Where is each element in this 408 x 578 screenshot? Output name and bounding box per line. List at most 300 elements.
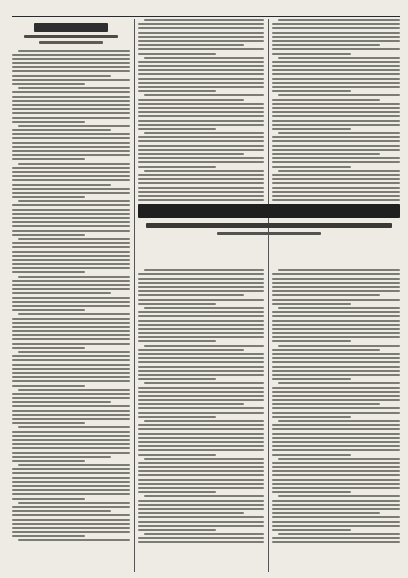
text-line bbox=[278, 132, 400, 134]
text-line bbox=[138, 508, 264, 510]
text-line bbox=[272, 504, 400, 506]
text-line bbox=[272, 529, 351, 531]
text-line bbox=[272, 349, 380, 351]
text-line bbox=[138, 403, 244, 405]
text-line bbox=[12, 443, 130, 445]
text-line bbox=[12, 112, 130, 114]
text-line bbox=[18, 200, 130, 202]
text-line bbox=[138, 504, 264, 506]
text-line bbox=[12, 79, 130, 81]
text-line bbox=[12, 489, 130, 491]
text-line bbox=[12, 460, 85, 462]
text-line bbox=[272, 107, 400, 109]
text-line bbox=[138, 290, 264, 292]
text-line bbox=[272, 454, 351, 456]
text-line bbox=[272, 537, 400, 539]
text-line bbox=[12, 271, 85, 273]
text-line bbox=[272, 48, 400, 50]
text-line bbox=[138, 61, 264, 63]
text-line bbox=[272, 73, 400, 75]
text-line bbox=[272, 178, 400, 180]
text-line bbox=[12, 364, 130, 366]
text-line bbox=[18, 351, 130, 353]
text-line bbox=[12, 117, 130, 119]
text-line bbox=[144, 94, 264, 96]
text-line bbox=[12, 435, 130, 437]
text-line bbox=[272, 328, 400, 330]
text-line bbox=[138, 103, 264, 105]
text-line bbox=[12, 234, 85, 236]
text-line bbox=[272, 120, 400, 122]
text-line bbox=[138, 23, 264, 25]
text-line bbox=[144, 132, 264, 134]
headline-byline bbox=[217, 232, 322, 235]
text-line bbox=[12, 217, 130, 219]
text-line bbox=[272, 182, 400, 184]
text-line bbox=[18, 50, 130, 52]
text-line bbox=[272, 278, 400, 280]
text-line bbox=[12, 192, 130, 194]
text-line bbox=[138, 128, 216, 130]
text-line bbox=[278, 458, 400, 460]
text-line bbox=[272, 441, 400, 443]
text-line bbox=[272, 61, 400, 63]
text-line bbox=[272, 541, 400, 543]
text-line bbox=[272, 128, 351, 130]
text-line bbox=[272, 40, 400, 42]
text-line bbox=[272, 195, 400, 197]
text-line bbox=[272, 140, 400, 142]
text-line bbox=[138, 424, 264, 426]
article-title bbox=[34, 23, 107, 32]
text-line bbox=[138, 140, 264, 142]
text-line bbox=[12, 330, 130, 332]
text-line bbox=[272, 149, 400, 151]
text-line bbox=[138, 366, 264, 368]
article-body bbox=[138, 19, 264, 201]
article-body bbox=[272, 269, 400, 543]
text-line bbox=[272, 23, 400, 25]
text-line bbox=[138, 199, 264, 201]
text-line bbox=[272, 340, 351, 342]
text-line bbox=[272, 374, 400, 376]
text-line bbox=[138, 48, 264, 50]
text-line bbox=[12, 188, 130, 190]
text-line bbox=[138, 361, 264, 363]
text-line bbox=[12, 129, 111, 131]
text-line bbox=[272, 174, 400, 176]
text-line bbox=[12, 418, 130, 420]
text-line bbox=[272, 491, 351, 493]
text-line bbox=[272, 27, 400, 29]
article-byline bbox=[39, 41, 104, 44]
text-line bbox=[138, 445, 264, 447]
text-line bbox=[272, 462, 400, 464]
text-line bbox=[272, 311, 400, 313]
text-line bbox=[272, 387, 400, 389]
text-line bbox=[272, 366, 400, 368]
text-line bbox=[12, 297, 130, 299]
text-line bbox=[278, 533, 400, 535]
text-line bbox=[272, 294, 380, 296]
text-line bbox=[272, 433, 400, 435]
text-line bbox=[272, 282, 400, 284]
text-line bbox=[272, 99, 380, 101]
text-line bbox=[138, 437, 264, 439]
header-rule bbox=[12, 16, 400, 17]
text-line bbox=[12, 142, 130, 144]
text-line bbox=[272, 424, 400, 426]
text-line bbox=[12, 347, 85, 349]
text-line bbox=[272, 449, 400, 451]
text-line bbox=[12, 255, 130, 257]
text-line bbox=[12, 158, 85, 160]
text-line bbox=[12, 204, 130, 206]
text-line bbox=[138, 153, 244, 155]
text-line bbox=[12, 385, 85, 387]
text-line bbox=[12, 477, 130, 479]
spread-headline bbox=[138, 204, 400, 266]
text-line bbox=[272, 44, 380, 46]
text-line bbox=[272, 336, 400, 338]
text-line bbox=[138, 195, 264, 197]
text-line bbox=[138, 487, 264, 489]
text-line bbox=[272, 525, 400, 527]
text-line bbox=[138, 27, 264, 29]
text-line bbox=[12, 108, 130, 110]
text-line bbox=[12, 506, 130, 508]
text-line bbox=[12, 58, 130, 60]
text-line bbox=[272, 273, 400, 275]
text-line bbox=[272, 483, 400, 485]
text-line bbox=[138, 120, 264, 122]
text-line bbox=[138, 387, 264, 389]
text-line bbox=[12, 184, 111, 186]
text-line bbox=[12, 472, 130, 474]
text-line bbox=[138, 374, 264, 376]
text-line bbox=[12, 91, 130, 93]
article-subtitle bbox=[24, 35, 118, 38]
text-line bbox=[18, 276, 130, 278]
text-line bbox=[272, 36, 400, 38]
text-line bbox=[12, 431, 130, 433]
text-line bbox=[18, 238, 130, 240]
text-line bbox=[272, 286, 400, 288]
text-line bbox=[278, 382, 400, 384]
text-line bbox=[272, 407, 400, 409]
text-line bbox=[272, 303, 351, 305]
text-line bbox=[12, 519, 130, 521]
text-line bbox=[12, 133, 130, 135]
text-line bbox=[12, 523, 130, 525]
text-line bbox=[272, 86, 400, 88]
text-line bbox=[12, 305, 130, 307]
text-line bbox=[138, 491, 216, 493]
text-line bbox=[12, 397, 130, 399]
text-line bbox=[138, 433, 264, 435]
text-line bbox=[18, 163, 130, 165]
text-line bbox=[278, 19, 400, 21]
text-line bbox=[278, 307, 400, 309]
text-line bbox=[18, 87, 130, 89]
text-line bbox=[12, 527, 130, 529]
text-line bbox=[138, 182, 264, 184]
text-line bbox=[138, 462, 264, 464]
text-line bbox=[138, 449, 264, 451]
text-line bbox=[12, 150, 130, 152]
text-line bbox=[138, 349, 244, 351]
text-line bbox=[138, 78, 264, 80]
text-line bbox=[12, 535, 85, 537]
text-line bbox=[12, 154, 130, 156]
text-line bbox=[138, 178, 264, 180]
text-line bbox=[12, 493, 130, 495]
text-line bbox=[138, 340, 216, 342]
text-line bbox=[138, 541, 264, 543]
text-line bbox=[12, 213, 130, 215]
text-line bbox=[12, 230, 130, 232]
text-line bbox=[272, 403, 380, 405]
column-2 bbox=[138, 19, 264, 572]
text-line bbox=[12, 368, 130, 370]
text-line bbox=[18, 313, 130, 315]
text-line bbox=[138, 111, 264, 113]
text-line bbox=[272, 187, 400, 189]
text-line bbox=[12, 175, 130, 177]
text-line bbox=[12, 422, 85, 424]
text-line bbox=[12, 318, 130, 320]
text-line bbox=[138, 416, 216, 418]
text-line bbox=[138, 174, 264, 176]
article-body bbox=[272, 19, 400, 201]
text-line bbox=[18, 502, 130, 504]
text-line bbox=[272, 353, 400, 355]
text-line bbox=[272, 65, 400, 67]
text-line bbox=[138, 286, 264, 288]
text-line bbox=[12, 54, 130, 56]
text-line bbox=[138, 521, 264, 523]
text-line bbox=[12, 284, 130, 286]
text-line bbox=[138, 336, 264, 338]
text-line bbox=[12, 167, 130, 169]
text-line bbox=[272, 145, 400, 147]
text-line bbox=[278, 94, 400, 96]
text-line bbox=[272, 324, 400, 326]
text-line bbox=[12, 456, 111, 458]
text-line bbox=[12, 498, 85, 500]
text-line bbox=[272, 412, 400, 414]
text-line bbox=[12, 225, 130, 227]
text-line bbox=[278, 170, 400, 172]
text-line bbox=[278, 495, 400, 497]
text-line bbox=[138, 537, 264, 539]
text-line bbox=[12, 196, 85, 198]
text-line bbox=[138, 40, 264, 42]
headline-title bbox=[138, 204, 400, 218]
text-line bbox=[12, 485, 130, 487]
text-line bbox=[12, 146, 130, 148]
text-line bbox=[272, 332, 400, 334]
text-line bbox=[272, 157, 400, 159]
text-line bbox=[12, 246, 130, 248]
text-line bbox=[12, 70, 130, 72]
text-line bbox=[138, 500, 264, 502]
text-line bbox=[138, 294, 244, 296]
text-line bbox=[138, 124, 264, 126]
text-line bbox=[12, 267, 130, 269]
text-line bbox=[12, 75, 111, 77]
text-line bbox=[144, 307, 264, 309]
text-line bbox=[138, 273, 264, 275]
text-line bbox=[12, 221, 130, 223]
text-line bbox=[138, 357, 264, 359]
text-line bbox=[272, 470, 400, 472]
text-line bbox=[272, 357, 400, 359]
text-line bbox=[12, 410, 130, 412]
text-line bbox=[12, 481, 130, 483]
text-line bbox=[138, 353, 264, 355]
text-line bbox=[138, 278, 264, 280]
text-line bbox=[12, 510, 111, 512]
text-line bbox=[12, 326, 130, 328]
text-line bbox=[138, 86, 264, 88]
column-divider bbox=[268, 19, 269, 572]
text-line bbox=[272, 299, 400, 301]
text-line bbox=[12, 401, 111, 403]
text-line bbox=[138, 115, 264, 117]
text-line bbox=[272, 378, 351, 380]
text-line bbox=[272, 320, 400, 322]
text-line bbox=[138, 53, 216, 55]
text-line bbox=[138, 525, 264, 527]
text-line bbox=[272, 53, 351, 55]
text-line bbox=[272, 479, 400, 481]
text-line bbox=[144, 170, 264, 172]
text-line bbox=[138, 441, 264, 443]
text-line bbox=[12, 447, 130, 449]
text-line bbox=[12, 292, 111, 294]
text-line bbox=[272, 416, 351, 418]
text-line bbox=[138, 73, 264, 75]
text-line bbox=[18, 539, 130, 541]
text-line bbox=[272, 445, 400, 447]
text-line bbox=[272, 399, 400, 401]
text-line bbox=[138, 161, 264, 163]
text-line bbox=[272, 428, 400, 430]
text-line bbox=[272, 370, 400, 372]
text-line bbox=[12, 531, 130, 533]
text-line bbox=[138, 474, 264, 476]
text-line bbox=[272, 90, 351, 92]
page-header bbox=[12, 6, 400, 15]
text-line bbox=[138, 483, 264, 485]
headline-subtitle bbox=[146, 223, 392, 228]
text-line bbox=[12, 468, 130, 470]
text-line bbox=[12, 380, 130, 382]
text-line bbox=[272, 487, 400, 489]
text-line bbox=[138, 299, 264, 301]
text-line bbox=[138, 311, 264, 313]
text-line bbox=[12, 359, 130, 361]
text-line bbox=[12, 251, 130, 253]
text-line bbox=[12, 242, 130, 244]
text-line bbox=[138, 399, 264, 401]
text-line bbox=[138, 107, 264, 109]
text-line bbox=[18, 125, 130, 127]
text-line bbox=[138, 324, 264, 326]
text-line bbox=[18, 426, 130, 428]
text-line bbox=[272, 395, 400, 397]
text-line bbox=[12, 209, 130, 211]
text-line bbox=[138, 44, 244, 46]
text-line bbox=[138, 466, 264, 468]
text-line bbox=[138, 412, 264, 414]
text-line bbox=[138, 69, 264, 71]
text-line bbox=[12, 343, 130, 345]
text-line bbox=[144, 269, 264, 271]
text-line bbox=[138, 187, 264, 189]
text-line bbox=[278, 57, 400, 59]
text-line bbox=[12, 259, 130, 261]
text-line bbox=[144, 19, 264, 21]
column-divider bbox=[134, 19, 135, 572]
text-line bbox=[12, 263, 130, 265]
text-line bbox=[272, 166, 351, 168]
text-line bbox=[144, 420, 264, 422]
text-line bbox=[144, 495, 264, 497]
article-body bbox=[138, 269, 264, 543]
text-line bbox=[12, 338, 130, 340]
text-line bbox=[12, 301, 130, 303]
text-line bbox=[138, 145, 264, 147]
column-3 bbox=[272, 19, 400, 572]
text-line bbox=[138, 315, 264, 317]
text-line bbox=[138, 407, 264, 409]
text-line bbox=[272, 136, 400, 138]
text-line bbox=[138, 516, 264, 518]
text-line bbox=[272, 191, 400, 193]
text-line bbox=[12, 179, 130, 181]
text-line bbox=[138, 470, 264, 472]
text-line bbox=[278, 345, 400, 347]
text-line bbox=[272, 315, 400, 317]
text-line bbox=[12, 376, 130, 378]
text-line bbox=[272, 500, 400, 502]
article-body bbox=[12, 50, 130, 542]
text-line bbox=[12, 405, 130, 407]
text-line bbox=[138, 332, 264, 334]
column-1 bbox=[12, 19, 130, 572]
text-line bbox=[138, 378, 216, 380]
text-line bbox=[272, 115, 400, 117]
text-line bbox=[272, 103, 400, 105]
text-line bbox=[278, 420, 400, 422]
text-line bbox=[272, 391, 400, 393]
text-line bbox=[12, 96, 130, 98]
text-line bbox=[138, 529, 216, 531]
text-line bbox=[272, 508, 400, 510]
text-line bbox=[138, 428, 264, 430]
text-line bbox=[272, 78, 400, 80]
text-line bbox=[272, 521, 400, 523]
text-line bbox=[138, 191, 264, 193]
text-line bbox=[12, 439, 130, 441]
text-line bbox=[12, 280, 130, 282]
text-line bbox=[272, 82, 400, 84]
text-line bbox=[138, 99, 244, 101]
text-line bbox=[12, 322, 130, 324]
text-line bbox=[138, 149, 264, 151]
